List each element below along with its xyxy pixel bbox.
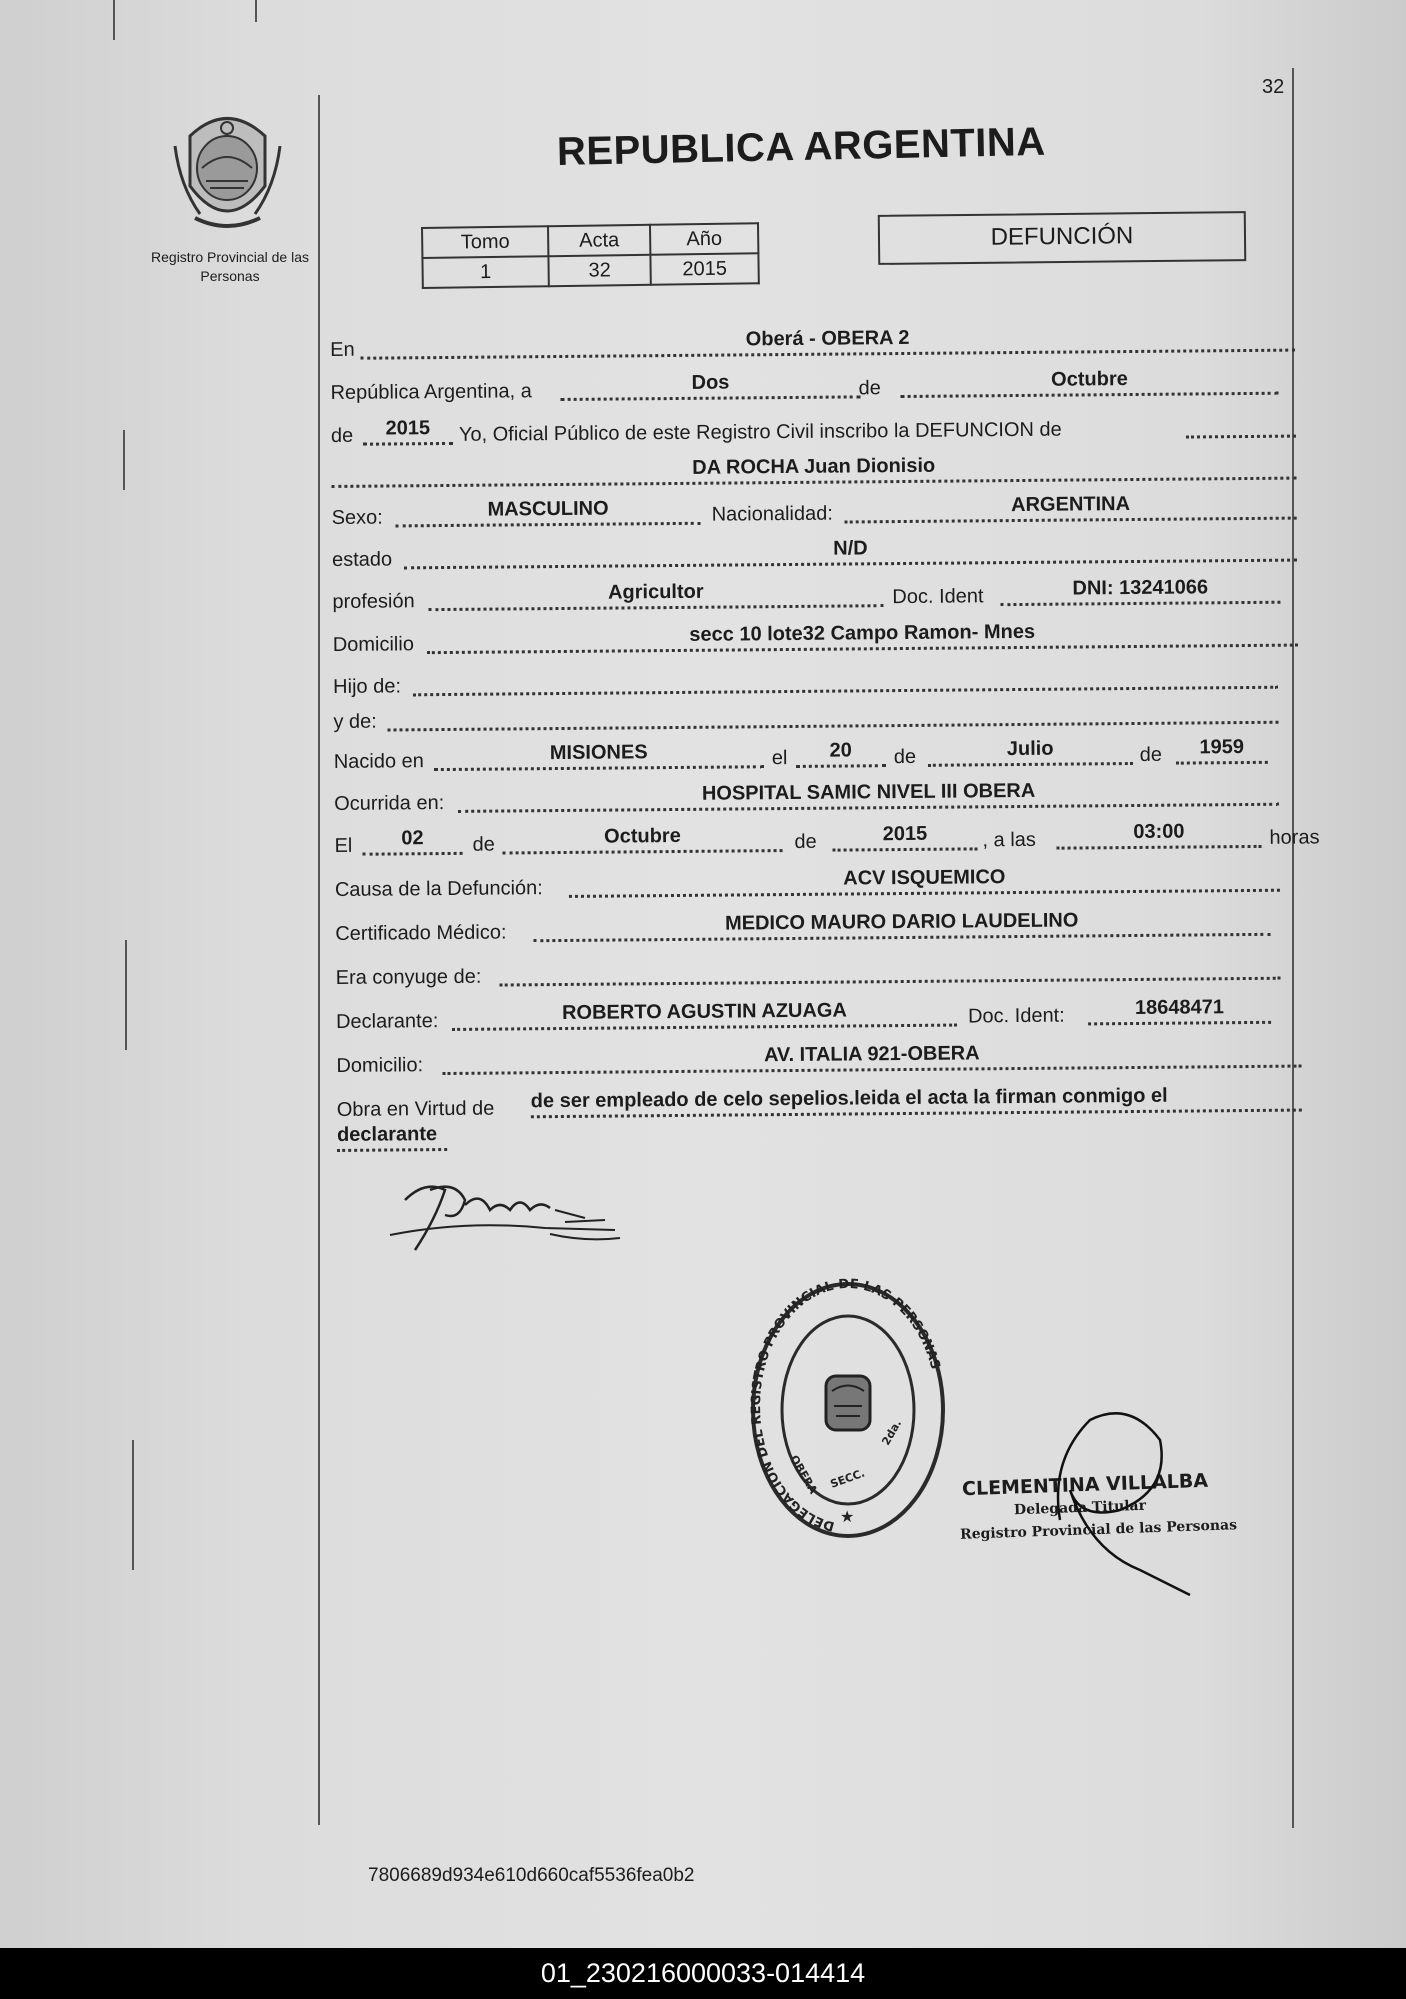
- nacionalidad-value: ARGENTINA: [844, 489, 1296, 524]
- birth-month: Julio: [928, 734, 1133, 767]
- registry-name: Registro Provincial de las Personas: [151, 249, 309, 284]
- nacionalidad-label: Nacionalidad:: [711, 502, 833, 526]
- estado-value: N/D: [404, 531, 1297, 570]
- ano-value: 2015: [650, 253, 758, 285]
- conyuge-value: [499, 949, 1280, 987]
- obra-value-line1: de ser empleado de celo sepelios.leida el acta la firman conmigo el: [531, 1081, 1302, 1119]
- a-las-label: , a las: [982, 828, 1036, 852]
- footer-id: 01_230216000033-014414: [0, 1948, 1406, 1999]
- row-declarante: [336, 992, 1301, 1034]
- edge-mark: [132, 1440, 134, 1570]
- row-conyuge: [335, 948, 1300, 990]
- document-hash: 7806689d934e610d660caf5536fea0b2: [368, 1865, 695, 1886]
- profesion-label: profesión: [332, 590, 415, 613]
- de-label-2: de: [330, 424, 354, 447]
- record-table: [421, 227, 759, 289]
- declarante-value: ROBERTO AGUSTIN AZUAGA: [452, 996, 957, 1031]
- provincial-seal-logo: [170, 106, 285, 241]
- edge-mark: [123, 430, 125, 490]
- el2-label: El: [334, 834, 353, 857]
- certificado-label: Certificado Médico:: [335, 921, 507, 945]
- stamp-star-icon: ★: [840, 1509, 855, 1526]
- death-time: 03:00: [1056, 817, 1261, 850]
- death-month: Octubre: [502, 821, 782, 854]
- stamp-2da: 2da.: [879, 1417, 905, 1448]
- nacido-label: Nacido en: [333, 750, 424, 773]
- domicilio2-value: AV. ITALIA 921-OBERA: [442, 1037, 1301, 1075]
- row-deceased-name: [331, 448, 1296, 490]
- page-title: REPUBLICA ARGENTINA: [556, 119, 1047, 174]
- row-domicilio: [333, 615, 1298, 657]
- conyuge-label: Era conyuge de:: [335, 965, 482, 989]
- causa-value: ACV ISQUEMICO: [569, 861, 1280, 898]
- table-header-ano: Año: [650, 223, 758, 255]
- stamp-obera: OBERA: [787, 1453, 820, 1497]
- domicilio-label: Domicilio: [332, 633, 414, 656]
- domicilio-value: secc 10 lote32 Campo Ramon- Mnes: [427, 616, 1298, 655]
- record-type-box: DEFUNCIÓN: [878, 211, 1247, 265]
- row-republica: [330, 363, 1295, 405]
- en-value: Oberá - OBERA 2: [360, 321, 1295, 360]
- doc-ident2-value: 18648471: [1088, 993, 1271, 1026]
- row-sexo: [331, 488, 1296, 530]
- row-causa: [335, 860, 1300, 902]
- official-title: Delegada Titular: [1013, 1497, 1147, 1519]
- stamp-secc: SECC.: [828, 1466, 867, 1491]
- row-obra-2: [337, 1112, 1302, 1154]
- row-el: [334, 816, 1320, 858]
- row-nacido: [334, 732, 1299, 774]
- ocurrida-value: HOSPITAL SAMIC NIVEL III OBERA: [458, 775, 1279, 813]
- stamp-ring-text: DELEGACION DEL REGISTRO PROVINCIAL DE LAS PERSONAS: [748, 1276, 943, 1534]
- row-estado: [332, 530, 1297, 572]
- certificado-value: MEDICO MAURO DARIO LAUDELINO: [533, 905, 1270, 942]
- de-label-death-1: de: [472, 833, 495, 856]
- obra-label: Obra en Virtud de: [336, 1097, 495, 1121]
- year-value: 2015: [363, 414, 453, 446]
- official-office: Registro Provincial de las Personas: [959, 1517, 1238, 1543]
- table-header-acta: Acta: [548, 225, 650, 256]
- acta-value: 32: [548, 255, 650, 286]
- table-header-tomo: Tomo: [422, 226, 548, 258]
- domicilio2-label: Domicilio:: [336, 1054, 424, 1077]
- el-label: el: [771, 747, 788, 770]
- declarante-label: Declarante:: [335, 1010, 439, 1033]
- de-label-birth-2: de: [1139, 743, 1163, 766]
- left-margin-line: [318, 95, 320, 1825]
- official-stamp: [748, 1276, 948, 1549]
- de-label: de: [858, 377, 881, 400]
- republica-label: República Argentina, a: [330, 380, 532, 404]
- month-value: Octubre: [900, 364, 1278, 398]
- row-profesion: [332, 572, 1297, 614]
- birth-year: 1959: [1176, 733, 1268, 765]
- y-de-value: [387, 693, 1278, 732]
- death-day: 02: [362, 824, 462, 856]
- y-de-label: y de:: [333, 710, 377, 733]
- statement-trailer: [1186, 407, 1296, 439]
- page-number: 32: [1262, 76, 1285, 98]
- row-en: [330, 320, 1295, 362]
- doc-ident-label: Doc. Ident: [892, 585, 984, 609]
- row-statement: [331, 406, 1296, 448]
- sexo-value: MASCULINO: [395, 494, 700, 528]
- obra-value-line2: declarante: [337, 1120, 447, 1152]
- row-domicilio2: [336, 1036, 1301, 1078]
- day-value: Dos: [560, 367, 860, 401]
- tomo-value: 1: [422, 256, 548, 288]
- certificate-form: [330, 320, 1320, 1146]
- de-label-death-2: de: [794, 830, 817, 853]
- official-signature: [1040, 1400, 1240, 1605]
- hijo-value: [413, 658, 1278, 697]
- birth-day: 20: [796, 736, 886, 768]
- nacido-value: MISIONES: [434, 737, 764, 771]
- en-label: En: [330, 338, 355, 361]
- row-y-de: [333, 692, 1298, 734]
- edge-mark: [125, 940, 127, 1050]
- edge-mark: [255, 0, 257, 22]
- estado-label: estado: [331, 548, 393, 571]
- hijo-label: Hijo de:: [333, 675, 402, 698]
- death-year: 2015: [832, 819, 977, 851]
- row-certificado: [335, 904, 1300, 946]
- declarant-signature: [385, 1160, 635, 1265]
- doc-ident2-label: Doc. Ident:: [967, 1004, 1065, 1028]
- de-label-birth-1: de: [893, 745, 917, 769]
- edge-mark: [113, 0, 115, 40]
- profesion-value: Agricultor: [428, 576, 883, 611]
- horas-label: horas: [1269, 826, 1320, 849]
- doc-ident-value: DNI: 13241066: [1000, 573, 1280, 606]
- causa-label: Causa de la Defunción:: [334, 877, 543, 901]
- sexo-label: Sexo:: [331, 506, 383, 529]
- statement-text: Yo, Oficial Público de este Registro Civil inscribo la DEFUNCION de: [458, 418, 1062, 446]
- ocurrida-label: Ocurrida en:: [334, 792, 445, 815]
- official-name: CLEMENTINA VILLALBA: [961, 1469, 1209, 1501]
- row-ocurrida: [334, 774, 1299, 816]
- deceased-name: DA ROCHA Juan Dionisio: [331, 449, 1296, 488]
